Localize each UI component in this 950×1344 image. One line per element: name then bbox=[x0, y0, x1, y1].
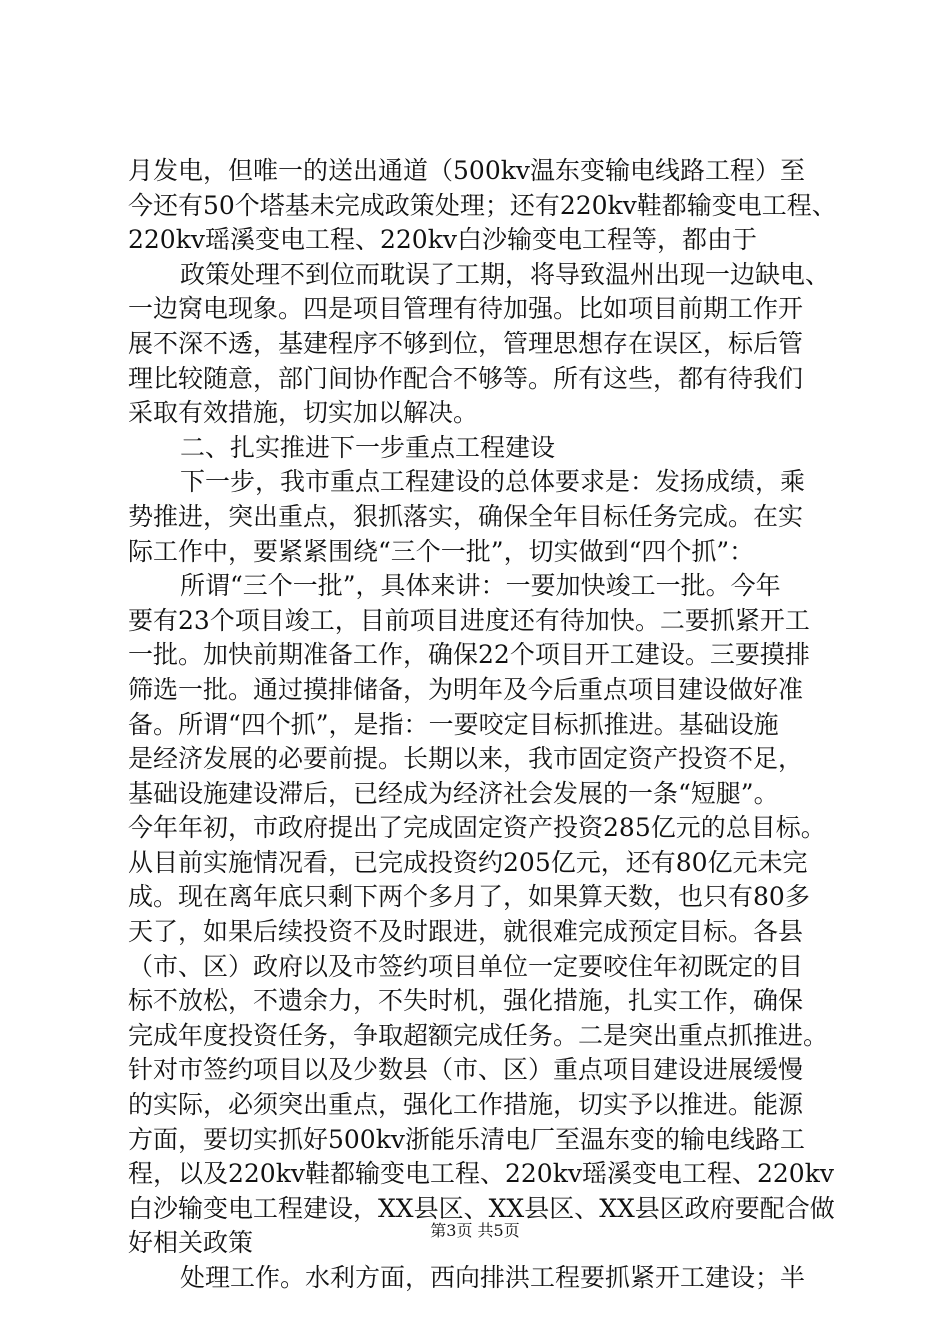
text-line: 白沙输变电工程建设，XX县区、XX县区、XX县区政府要配合做 bbox=[128, 1193, 835, 1223]
text-line: 下一步，我市重点工程建设的总体要求是：发扬成绩，乘 bbox=[180, 467, 806, 497]
document-body bbox=[128, 154, 838, 1296]
text-line: 采取有效措施，切实加以解决。 bbox=[128, 398, 479, 428]
text-line: 程，以及220kv鞋都输变电工程、220kv瑶溪变电工程、220kv bbox=[128, 1159, 834, 1189]
text-line: 基础设施建设滞后，已经成为经济社会发展的一条“短腿”。 bbox=[128, 778, 779, 808]
text-line: 备。所谓“四个抓”，是指：一要咬定目标抓推进。基础设施 bbox=[128, 709, 779, 739]
page-footer: 第3页 共5页 bbox=[430, 1221, 520, 1240]
text-line: 是经济发展的必要前提。长期以来，我市固定资产投资不足， bbox=[128, 744, 804, 774]
text-line: 展不深不透，基建程序不够到位，管理思想存在误区，标后管 bbox=[128, 328, 804, 358]
text-line: 方面，要切实抓好500kv浙能乐清电厂至温东变的输电线路工 bbox=[128, 1124, 805, 1154]
text-line: 处理工作。水利方面，西向排洪工程要抓紧开工建设；半 bbox=[180, 1263, 806, 1292]
text-line: 今年年初，市政府提出了完成固定资产投资285亿元的总目标。 bbox=[128, 813, 826, 843]
text-line: 月发电，但唯一的送出通道（500kv温东变输电线路工程）至 bbox=[128, 156, 805, 185]
text-line: 所谓“三个一批”，具体来讲：一要加快竣工一批。今年 bbox=[180, 571, 781, 601]
text-line: 势推进，突出重点，狠抓落实，确保全年目标任务完成。在实 bbox=[128, 501, 804, 531]
text-line: 一边窝电现象。四是项目管理有待加强。比如项目前期工作开 bbox=[128, 294, 804, 324]
text-line: 天了，如果后续投资不及时跟进，就很难完成预定目标。各县 bbox=[128, 917, 804, 947]
text-line: 理比较随意，部门间协作配合不够等。所有这些，都有待我们 bbox=[128, 363, 804, 393]
text-line: 要有23个项目竣工，目前项目进度还有待加快。二要抓紧开工 bbox=[128, 605, 810, 635]
text-line: 二、扎实推进下一步重点工程建设 bbox=[180, 432, 556, 462]
text-line: 从目前实施情况看，已完成投资约205亿元，还有80亿元未完 bbox=[128, 847, 808, 877]
text-line: （市、区）政府以及市签约项目单位一定要咬住年初既定的目 bbox=[128, 951, 804, 981]
text-line: 今还有50个塔基未完成政策处理；还有220kv鞋都输变电工程、 bbox=[128, 190, 837, 220]
text-line: 政策处理不到位而耽误了工期，将导致温州出现一边缺电、 bbox=[180, 259, 831, 289]
text-line: 完成年度投资任务，争取超额完成任务。二是突出重点抓推进。 bbox=[128, 1020, 829, 1050]
text-line: 好相关政策 bbox=[128, 1228, 254, 1258]
text-line: 际工作中，要紧紧围绕“三个一批”，切实做到“四个抓”： bbox=[128, 536, 755, 566]
text-line: 标不放松，不遗余力，不失时机，强化措施，扎实工作，确保 bbox=[128, 986, 804, 1016]
text-line: 一批。加快前期准备工作，确保22个项目开工建设。三要摸排 bbox=[128, 640, 810, 670]
text-line: 220kv瑶溪变电工程、220kv白沙输变电工程等，都由于 bbox=[128, 225, 757, 255]
text-line: 筛选一批。通过摸排储备，为明年及今后重点项目建设做好准 bbox=[128, 674, 804, 704]
text-line: 针对市签约项目以及少数县（市、区）重点项目建设进展缓慢 bbox=[128, 1055, 804, 1085]
text-line: 成。现在离年底只剩下两个多月了，如果算天数，也只有80多 bbox=[128, 882, 810, 912]
text-line: 的实际，必须突出重点，强化工作措施，切实予以推进。能源 bbox=[128, 1090, 804, 1120]
